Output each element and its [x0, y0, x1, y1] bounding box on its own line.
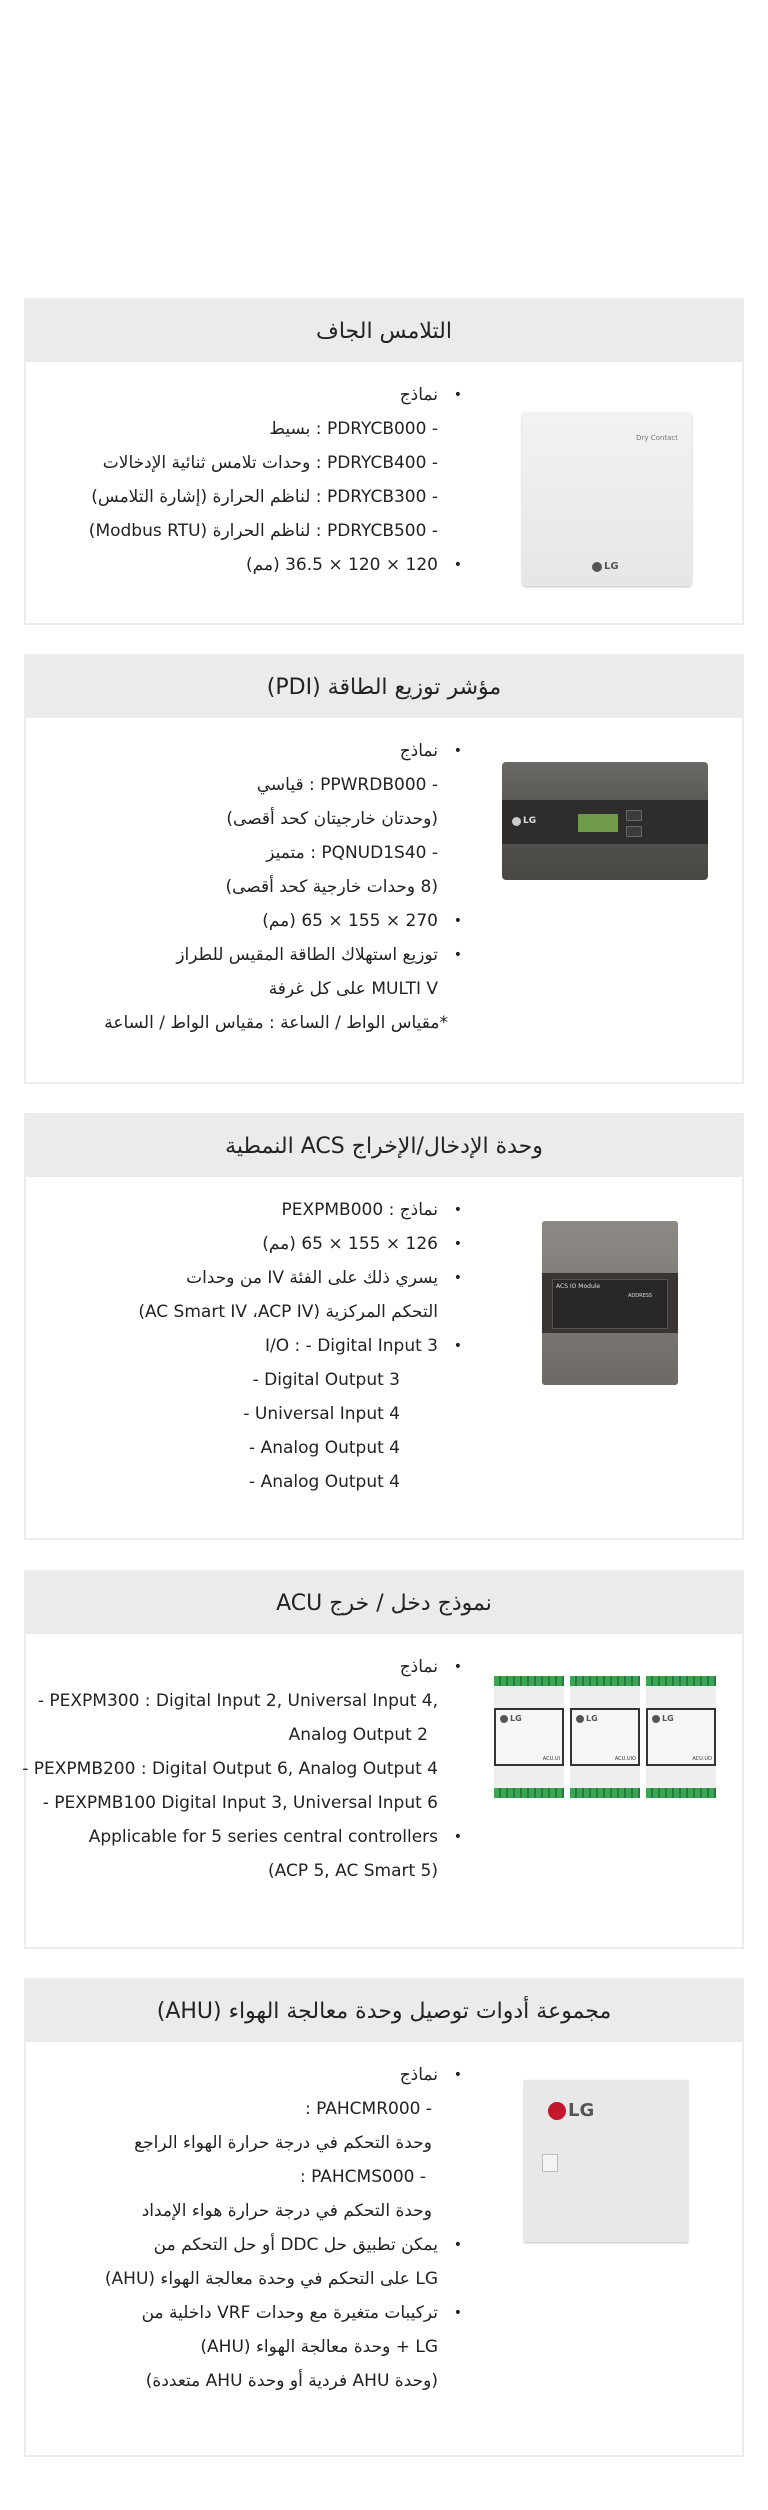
section-title: وحدة الإدخال/الإخراج ACS النمطية	[26, 1115, 742, 1177]
lock-icon	[542, 2154, 558, 2172]
lg-logo: LG	[592, 561, 619, 572]
acu-module: LG ACU.UI	[494, 1676, 564, 1798]
spec-list	[104, 734, 462, 1040]
address-label: ADDRESS	[628, 1293, 653, 1299]
spec-bullet: • نماذج	[399, 1657, 462, 1677]
section-acs-io-module	[24, 1113, 744, 1540]
spec-bullet: • نماذج	[399, 385, 462, 405]
section-title: نموذج دخل / خرج ACU	[26, 1572, 742, 1634]
dry-contact-product-image	[522, 412, 692, 586]
lg-logo: LG	[652, 1714, 674, 1723]
section-title: التلامس الجاف	[26, 300, 742, 362]
acs-io-module-product-image	[542, 1221, 678, 1385]
spec-bullet: • 120 × 120 × 36.5 (مم)	[246, 555, 462, 575]
section-title: مؤشر توزيع الطاقة (PDI)	[26, 656, 742, 718]
lg-logo: LG	[576, 1714, 598, 1723]
section-dry-contact	[24, 298, 744, 625]
spec-list	[22, 1650, 462, 1888]
acu-module: LG ACU.UIO	[570, 1676, 640, 1798]
spec-continuation: (وحدة AHU فردية أو وحدة AHU متعددة)	[145, 2371, 438, 2391]
spec-bullet: • 270 × 155 × 65 (مم)	[262, 911, 462, 931]
io-line: - Digital Output 3	[252, 1370, 400, 1390]
acu-module: LG ACU.UO	[646, 1676, 716, 1798]
spec-bullet: • توزيع استهلاك الطاقة المقيس للطراز	[176, 945, 462, 965]
model-line: - PDRYCB400 : وحدات تلامس ثنائية الإدخالات	[102, 453, 438, 473]
pdi-product-image	[502, 762, 708, 880]
model-line: - PEXPM300 : Digital Input 2, Universal Input 4,	[37, 1691, 438, 1711]
lg-logo-icon	[592, 562, 602, 572]
lg-logo-icon	[512, 817, 521, 826]
spec-bullet: • يسري ذلك على الفئة IV من وحدات	[186, 1268, 462, 1288]
product-label: ACS IO Module	[556, 1283, 601, 1290]
menu-button-graphic	[626, 810, 642, 821]
model-desc: وحدة التحكم في درجة حرارة هواء الإمداد	[141, 2201, 432, 2221]
spec-bullet: • I/O : - Digital Input 3	[265, 1336, 462, 1356]
model-line: - PQNUD1S40 : متميز	[266, 843, 438, 863]
acu-modules-product-image	[494, 1676, 720, 1798]
model-line: - PPWRDB000 : قياسي	[256, 775, 438, 795]
spec-bullet: • نماذج	[399, 741, 462, 761]
spec-list	[105, 2058, 462, 2398]
lg-logo-icon	[548, 2102, 566, 2120]
model-line: - PAHCMS000 :	[299, 2167, 426, 2187]
lg-logo: LG	[548, 2100, 594, 2121]
model-note: (8 وحدات خارجية كحد أقصى)	[225, 877, 438, 897]
io-line: - Analog Output 4	[249, 1472, 400, 1492]
spec-bullet: • Applicable for 5 series central controllers	[88, 1827, 462, 1847]
spec-continuation: (ACP 5, AC Smart 5)	[268, 1861, 438, 1881]
spec-bullet: • 126 × 155 × 65 (مم)	[262, 1234, 462, 1254]
select-button-graphic	[626, 826, 642, 837]
model-line: - PAHCMR000 :	[304, 2099, 432, 2119]
spec-bullet: • نماذج	[399, 2065, 462, 2085]
section-ahu-kit	[24, 1978, 744, 2457]
spec-bullet: • نماذج : PEXPMB000	[281, 1200, 462, 1220]
product-label: Dry Contact	[636, 434, 678, 442]
spec-list	[89, 378, 462, 582]
model-line: - PEXPMB200 : Digital Output 6, Analog Output 4	[22, 1759, 438, 1779]
lg-logo: LG	[500, 1714, 522, 1723]
lcd-display	[578, 814, 618, 832]
spec-continuation: التحكم المركزية (AC Smart IV ،ACP IV)	[138, 1302, 438, 1322]
model-line: - PDRYCB000 : بسيط	[269, 419, 438, 439]
spec-bullet: • تركيبات متغيرة مع وحدات VRF داخلية من	[141, 2303, 462, 2323]
io-line: - Universal Input 4	[243, 1404, 400, 1424]
spec-bullet: • يمكن تطبيق حل DDC أو حل التحكم من	[153, 2235, 462, 2255]
io-line: - Analog Output 4	[249, 1438, 400, 1458]
section-title: مجموعة أدوات توصيل وحدة معالجة الهواء (AHU)	[26, 1980, 742, 2042]
spec-continuation: LG + وحدة معالجة الهواء (AHU)	[200, 2337, 438, 2357]
section-acu-io-module	[24, 1570, 744, 1949]
ahu-kit-product-image	[524, 2080, 688, 2242]
model-desc: وحدة التحكم في درجة حرارة الهواء الراجع	[134, 2133, 432, 2153]
footnote: *مقياس الواط / الساعة : مقياس الواط / الساعة	[104, 1013, 448, 1033]
model-note: (وحدتان خارجيتان كحد أقصى)	[226, 809, 438, 829]
spec-list	[138, 1193, 462, 1499]
model-line: Analog Output 2	[288, 1725, 428, 1745]
model-line: - PEXPMB100 Digital Input 3, Universal Input 6	[42, 1793, 438, 1813]
lg-logo: LG	[512, 816, 536, 826]
model-line: - PDRYCB300 : لناظم الحرارة (إشارة التلامس)	[91, 487, 438, 507]
spec-continuation: LG على التحكم في وحدة معالجة الهواء (AHU)	[104, 2269, 438, 2289]
section-pdi	[24, 654, 744, 1084]
model-line: - PDRYCB500 : لناظم الحرارة (Modbus RTU)	[88, 521, 438, 541]
spec-continuation: MULTI V على كل غرفة	[268, 979, 438, 999]
